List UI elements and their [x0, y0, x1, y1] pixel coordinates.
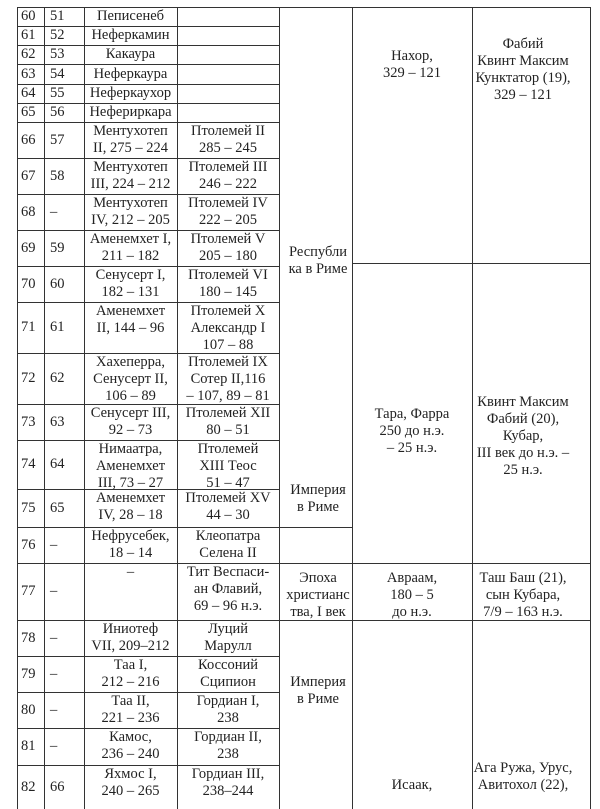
- cell-ptolemy: Клеопатра Селена II: [195, 528, 261, 561]
- patriarch-isaac: Исаак,: [391, 777, 433, 793]
- cell-pharaoh: Таа I, 212 – 216: [101, 657, 160, 690]
- cell-number: 72: [21, 370, 36, 386]
- cell-dynasty-number: 53: [50, 46, 65, 62]
- cell-number: 80: [21, 701, 36, 718]
- column-border: [279, 7, 280, 809]
- column-border: [352, 7, 353, 809]
- cell-number: 81: [21, 738, 36, 754]
- cell-dynasty-number: 58: [50, 167, 65, 184]
- ruler-kubar: Квинт Максим Фабий (20), Кубар, III век до н.э. – 25 н.э.: [476, 394, 570, 478]
- cell-dynasty-number: 56: [50, 104, 65, 120]
- cell-number: 61: [21, 27, 36, 43]
- cell-ptolemy: Гордиан I, 238: [196, 693, 260, 726]
- cell-pharaoh: Нефрусебек, 18 – 14: [91, 528, 170, 561]
- cell-ptolemy: Птолемей V 205 – 180: [190, 231, 266, 264]
- cell-ptolemy: Птолемей IX Сотер II,116 – 107, 89 – 81: [186, 354, 270, 404]
- cell-number: 63: [21, 65, 36, 82]
- cell-ptolemy: Птолемей VI 180 – 145: [188, 267, 268, 300]
- row-border: [352, 263, 590, 264]
- cell-dynasty-number: –: [50, 203, 58, 220]
- cell-pharaoh: Таа II, 221 – 236: [101, 693, 160, 726]
- cell-dynasty-number: 59: [50, 239, 65, 256]
- cell-number: 75: [21, 499, 36, 516]
- cell-dynasty-number: 61: [50, 319, 65, 335]
- rome-period-republic: Республи ка в Риме: [288, 244, 348, 277]
- cell-pharaoh: Какаура: [105, 46, 156, 62]
- rome-period-empire-2: Империя в Риме: [290, 674, 346, 707]
- cell-ptolemy: Птолемей X Александр I 107 – 88: [190, 303, 266, 353]
- patriarch-tara: Тара, Фарра 250 до н.э. – 25 н.э.: [374, 406, 450, 456]
- cell-dynasty-number: –: [50, 738, 58, 754]
- cell-pharaoh: –: [126, 564, 135, 580]
- cell-dynasty-number: 63: [50, 413, 65, 430]
- cell-pharaoh: Ментухотеп II, 275 – 224: [93, 123, 168, 156]
- cell-dynasty-number: 60: [50, 275, 65, 292]
- row-border: [279, 7, 590, 8]
- cell-number: 77: [21, 583, 36, 599]
- cell-dynasty-number: –: [50, 701, 58, 718]
- cell-pharaoh: Неферкаура: [93, 65, 168, 82]
- cell-pharaoh: Иниотеф VII, 209–212: [91, 621, 170, 654]
- cell-pharaoh: Аменемхет I, 211 – 182: [89, 231, 172, 264]
- column-border: [44, 7, 45, 809]
- ruler-aga-ruzha: Ага Ружа, Урус, Авитохол (22),: [473, 760, 573, 793]
- cell-pharaoh: Аменемхет IV, 28 – 18: [95, 490, 166, 523]
- cell-number: 65: [21, 104, 36, 120]
- cell-number: 64: [21, 85, 36, 101]
- row-border: [352, 563, 590, 564]
- cell-pharaoh: Камос, 236 – 240: [101, 729, 160, 762]
- row-border: [279, 527, 352, 528]
- cell-ptolemy: Коссоний Сципион: [198, 657, 258, 690]
- cell-pharaoh: Хахеперра, Сенусерт II, 106 – 89: [93, 354, 168, 404]
- cell-number: 62: [21, 46, 36, 62]
- cell-dynasty-number: 57: [50, 131, 65, 148]
- column-border: [84, 7, 85, 809]
- cell-dynasty-number: 65: [50, 499, 65, 516]
- cell-ptolemy: Гордиан III, 238–244: [191, 766, 265, 799]
- cell-dynasty-number: 54: [50, 65, 65, 82]
- cell-number: 78: [21, 629, 36, 646]
- cell-ptolemy: Птолемей XII 80 – 51: [185, 405, 271, 438]
- cell-ptolemy: Птолемей III 246 – 222: [188, 159, 268, 192]
- row-border: [279, 563, 352, 564]
- cell-number: 71: [21, 319, 36, 335]
- cell-dynasty-number: –: [50, 583, 58, 599]
- ruler-fabius: Фабий Квинт Максим Кунктатор (19), 329 – 121: [475, 36, 571, 103]
- cell-number: 60: [21, 8, 36, 24]
- cell-number: 66: [21, 131, 36, 148]
- cell-pharaoh: Ментухотеп III, 224 – 212: [90, 159, 171, 192]
- rome-period-empire: Империя в Риме: [290, 482, 346, 515]
- patriarch-nahor: Нахор, 329 – 121: [383, 48, 441, 81]
- cell-number: 82: [21, 778, 36, 795]
- column-border: [590, 7, 591, 809]
- cell-dynasty-number: 62: [50, 370, 65, 386]
- cell-pharaoh: Сенусерт III, 92 – 73: [90, 405, 171, 438]
- cell-pharaoh: Сенусерт I, 182 – 131: [95, 267, 166, 300]
- cell-number: 79: [21, 665, 36, 682]
- cell-pharaoh: Яхмос I, 240 – 265: [101, 766, 160, 799]
- cell-number: 70: [21, 275, 36, 292]
- cell-ptolemy: Гордиан II, 238: [194, 729, 262, 762]
- cell-ptolemy: Птолемей II 285 – 245: [190, 123, 266, 156]
- patriarch-abraham: Авраам, 180 – 5 до н.э.: [386, 570, 438, 620]
- cell-pharaoh: Неферкаухор: [89, 85, 172, 101]
- cell-pharaoh: Неферкамин: [91, 27, 170, 43]
- cell-pharaoh: Ментухотеп IV, 212 – 205: [91, 195, 170, 228]
- cell-ptolemy: Тит Веспаси- ан Флавий, 69 – 96 н.э.: [186, 564, 270, 614]
- column-border: [177, 7, 178, 809]
- cell-number: 69: [21, 239, 36, 256]
- cell-ptolemy: Птолемей XIII Теос 51 – 47: [197, 441, 259, 491]
- cell-pharaoh: Нимаатра, Аменемхет III, 73 – 27: [95, 441, 166, 491]
- cell-number: 67: [21, 167, 36, 184]
- cell-dynasty-number: 64: [50, 456, 65, 472]
- cell-ptolemy: Птолемей XV 44 – 30: [185, 490, 271, 523]
- cell-dynasty-number: –: [50, 665, 58, 682]
- cell-dynasty-number: 55: [50, 85, 65, 101]
- cell-dynasty-number: 66: [50, 778, 65, 795]
- cell-number: 74: [21, 456, 36, 472]
- cell-number: 76: [21, 536, 36, 553]
- cell-ptolemy: Луций Марулл: [204, 621, 252, 654]
- cell-dynasty-number: –: [50, 629, 58, 646]
- cell-number: 73: [21, 413, 36, 430]
- cell-dynasty-number: 51: [50, 8, 65, 24]
- cell-pharaoh: Нефериркара: [89, 104, 172, 120]
- ruler-tash-bash: Таш Баш (21), сын Кубара, 7/9 – 163 н.э.: [479, 570, 567, 620]
- column-border: [472, 7, 473, 809]
- cell-number: 68: [21, 203, 36, 220]
- cell-dynasty-number: –: [50, 536, 58, 553]
- cell-pharaoh: Пеписенеб: [96, 8, 165, 24]
- cell-dynasty-number: 52: [50, 27, 65, 43]
- cell-pharaoh: Аменемхет II, 144 – 96: [95, 303, 166, 336]
- cell-ptolemy: Птолемей IV 222 – 205: [188, 195, 268, 228]
- rome-period-christianity: Эпоха христианс тва, I век: [286, 570, 350, 620]
- column-border: [17, 7, 18, 809]
